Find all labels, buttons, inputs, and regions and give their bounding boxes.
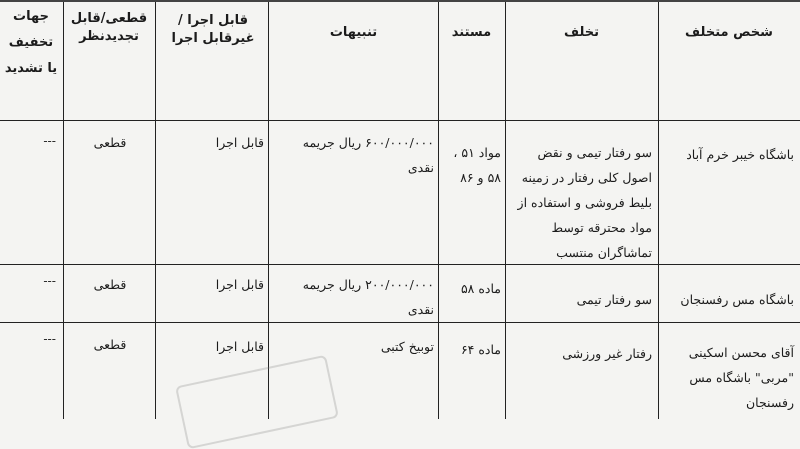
- header-penalties: تنبیهات: [329, 25, 378, 40]
- row1-violation: سو رفتار تیمی و نقض اصول کلی رفتار در زمینه بلیط فروشی و استفاده از مواد محترقه توسط تماشاگران منتسب: [517, 145, 652, 260]
- header-enforceable: قابل اجرا /غیرقابل اجرا: [171, 13, 255, 46]
- row3-mitigation: ---: [43, 331, 56, 346]
- header-finality: قطعی/قابل تجدیدنظر: [70, 11, 148, 44]
- col-divider: [155, 2, 156, 419]
- row3-violation: رفتار غیر ورزشی: [562, 346, 652, 361]
- col-divider: [268, 2, 269, 419]
- row2-offender: باشگاه مس رفسنجان: [680, 292, 794, 307]
- col-divider: [658, 2, 659, 419]
- row3-penalties: توبیخ کتبی: [380, 339, 434, 354]
- header-mitigation: جهات تخفیف یا تشدید: [4, 9, 58, 76]
- row3-reference: ماده ۶۴: [460, 342, 501, 357]
- row2-enforceable: قابل اجرا: [215, 277, 264, 292]
- row1-enforceable: قابل اجرا: [215, 135, 264, 150]
- header-bottom-rule: [0, 120, 800, 121]
- header-reference: مستند: [451, 25, 492, 40]
- row2-violation: سو رفتار تیمی: [576, 292, 652, 307]
- header-violation: تخلف: [563, 25, 600, 40]
- row2-reference: ماده ۵۸: [460, 281, 501, 296]
- row2-penalties: ۲۰۰/۰۰۰/۰۰۰ ریال جریمه نقدی: [302, 277, 434, 317]
- row1-reference: مواد ۵۱ ، ۵۸ و ۸۶: [453, 145, 501, 185]
- row2-bottom-rule: [0, 322, 800, 323]
- top-border: [0, 0, 800, 2]
- row3-finality: قطعی: [93, 337, 127, 352]
- row1-bottom-rule: [0, 264, 800, 265]
- header-offender: شخص متخلف: [685, 25, 773, 40]
- col-divider: [63, 2, 64, 419]
- row1-finality: قطعی: [93, 135, 127, 150]
- row2-mitigation: ---: [43, 273, 56, 288]
- row3-enforceable: قابل اجرا: [215, 339, 264, 354]
- row2-finality: قطعی: [93, 277, 127, 292]
- row1-offender: باشگاه خیبر خرم آباد: [686, 147, 794, 162]
- row3-offender: آقای محسن اسکینی "مربی" باشگاه مس رفسنجان: [688, 345, 794, 410]
- col-divider: [438, 2, 439, 419]
- col-divider: [505, 2, 506, 419]
- faded-stamp: [175, 355, 339, 449]
- row1-penalties: ۶۰۰/۰۰۰/۰۰۰ ریال جریمه نقدی: [302, 135, 434, 175]
- row1-mitigation: ---: [43, 133, 56, 148]
